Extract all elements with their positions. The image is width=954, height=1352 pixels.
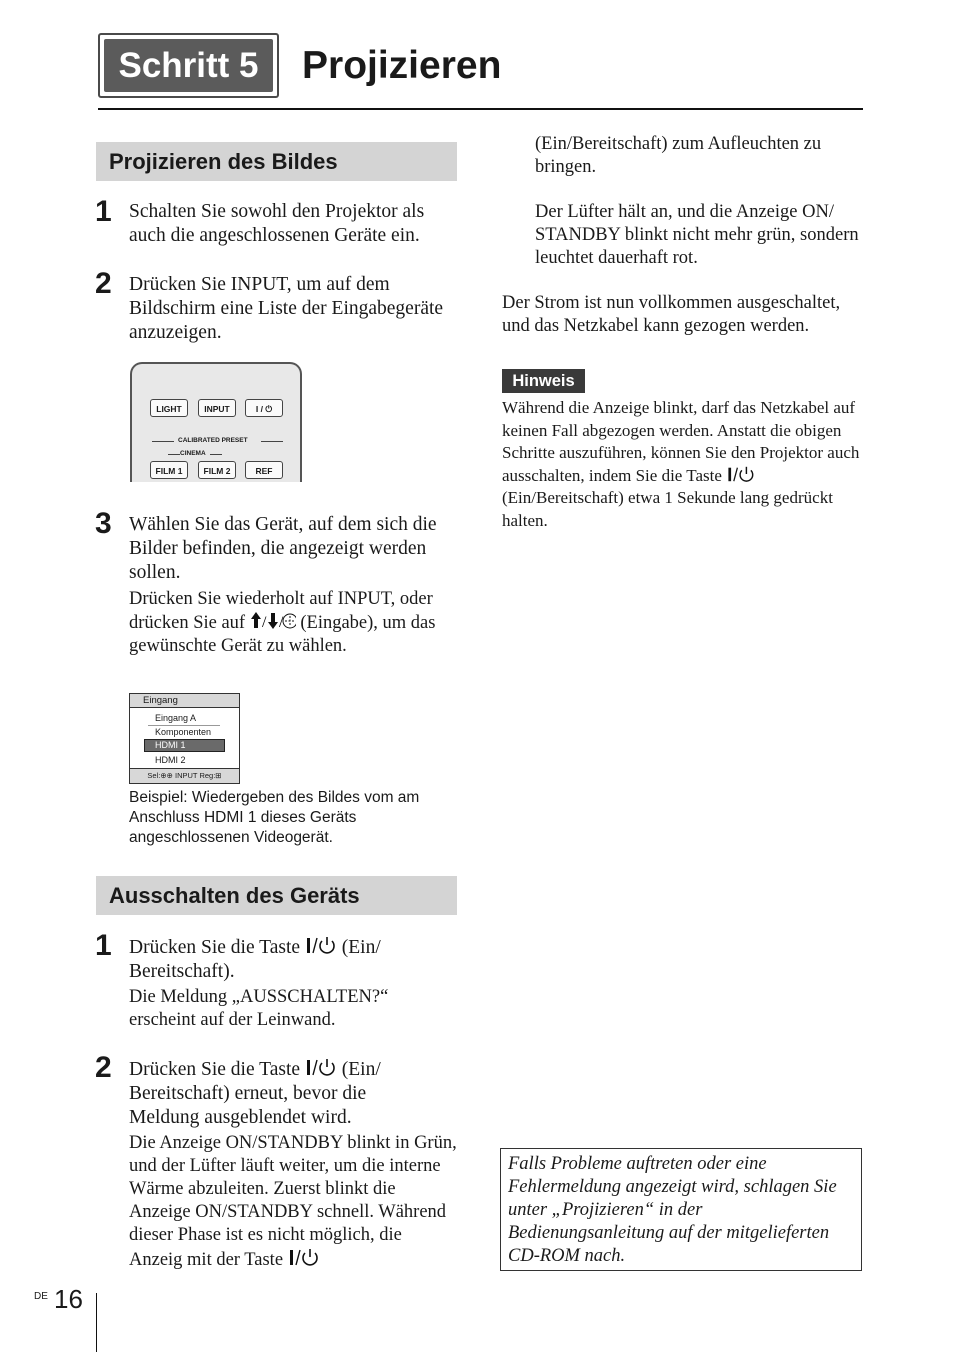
menu-item: HDMI 2 [155,755,186,765]
step-subtext: Die Meldung „AUSSCHALTEN?“ erscheint auf der Leinwand. [129,987,389,1030]
remote-light-button: LIGHT [150,399,188,417]
page-title: Projizieren [302,44,502,87]
remote-ref-button: REF [245,461,283,479]
power-standby-icon [305,935,337,955]
input-menu-illustration [129,693,240,784]
step-text [129,935,459,984]
step-badge-label: Schritt 5 [104,39,273,92]
remote-divider [152,441,174,442]
section-title-shutdown: Ausschalten des Geräts [96,876,457,915]
step-text: Schalten Sie sowohl den Projektor als auch die angeschlossenen Geräte ein. [129,201,425,246]
section-title-projecting: Projizieren des Bildes [96,142,457,181]
step-subtext-part: Drücken Sie wiederholt auf INPUT, oder drücken Sie auf [129,589,433,633]
step-subtext-part: Die Anzeige ON/STANDBY blinkt in Grün, und der Lüfter läuft weiter, um die interne Wärme abzuleiten. Zuerst blinkt die Anzeige ON/STANDBY schnell. Während dieser Phase ist es nicht möglich, die Anzeig mit der Taste [129,1133,457,1270]
remote-cinema-label: CINEMA [180,450,206,457]
step-text-part: Drücken Sie die Taste [129,1059,301,1080]
step-subtext [129,1132,457,1272]
step-text: Wählen Sie das Gerät, auf dem sich die Bilder befinden, die angezeigt werden sollen. [129,514,437,583]
remote-power-button: I / ⏻ [245,399,283,417]
remote-input-button: INPUT [198,399,236,417]
step-subtext [129,588,457,658]
step-subtext-part: (Eingabe), um das gewünschte Gerät zu wählen. [129,613,436,656]
power-off-text: Der Strom ist nun vollkommen ausgeschaltet, und das Netzkabel kann gezogen werden. [502,293,841,336]
note-text-part: (Ein/Bereitschaft) etwa 1 Sekunde lang gedrückt halten. [502,488,833,530]
step-badge [98,33,279,98]
step-number: 3 [95,507,112,540]
menu-title: Eingang [130,694,239,708]
note-text [502,397,862,532]
step-subtext-continued: (Ein/Bereitschaft) zum Aufleuchten zu bringen. [535,134,822,177]
power-standby-icon [288,1247,320,1267]
remote-film1-button: FILM 1 [150,461,188,479]
remote-preset-label: CALIBRATED PRESET [178,437,248,444]
menu-item-selected: HDMI 1 [144,739,225,752]
step-text-part: (Ein/ [341,937,381,958]
step-text-part: (Ein/ [341,1059,381,1080]
step-number: 1 [95,195,112,228]
step-number: 2 [95,1051,112,1084]
troubleshooting-note-box: Falls Probleme auftreten oder eine Fehlermeldung angezeigt wird, schlagen Sie unter „Projizieren“ in der Bedienungsanleitung auf der mitgelieferten CD-ROM nach. [500,1148,862,1271]
svg-text:/: / [261,614,267,630]
page-number: 16 [54,1284,83,1314]
remote-film2-button: FILM 2 [198,461,236,479]
note-text-part: Während die Anzeige blinkt, darf das Netzkabel auf keinen Fall abgezogen werden. Anstatt die obigen Schritte auszuführen, können Sie den Projektor auch ausschalten, indem Sie die Taste [502,398,860,485]
menu-footer: Sel:⊕⊕ INPUT Reg:⊞ [130,768,239,783]
remote-divider [210,454,222,455]
step-number: 1 [95,929,112,962]
header-rule [98,108,863,110]
svg-text:/: / [278,614,284,630]
fan-stop-text: Der Lüfter hält an, und die Anzeige ON/ STANDBY blinkt nicht mehr grün, sondern leuchtet dauerhaft rot. [535,202,859,268]
remote-illustration [130,362,302,482]
step-number: 2 [95,267,112,300]
remote-divider [168,454,180,455]
step-text [129,1057,439,1130]
remote-divider [261,441,283,442]
footer-rule [96,1293,97,1352]
menu-item: Eingang A [155,713,197,723]
arrow-up-down-enter-icon [250,611,296,630]
figure-caption: Beispiel: Wiedergeben des Bildes vom am Anschluss HDMI 1 dieses Geräts angeschlossenen Videogerät. [129,789,420,846]
step-text-part: Drücken Sie die Taste [129,937,301,958]
menu-item: Komponenten [155,727,212,737]
step-text: Drücken Sie INPUT, um auf dem Bildschirm eine Liste der Eingabegeräte anzuzeigen. [129,274,444,343]
power-standby-icon [305,1057,337,1077]
language-code: DE [34,1291,48,1302]
power-standby-icon [726,465,756,483]
step-text-part: Bereitschaft). [129,961,235,982]
step-text-part: Bereitschaft) erneut, bevor die Meldung ausgeblendet wird. [129,1083,367,1128]
note-label: Hinweis [502,369,585,393]
